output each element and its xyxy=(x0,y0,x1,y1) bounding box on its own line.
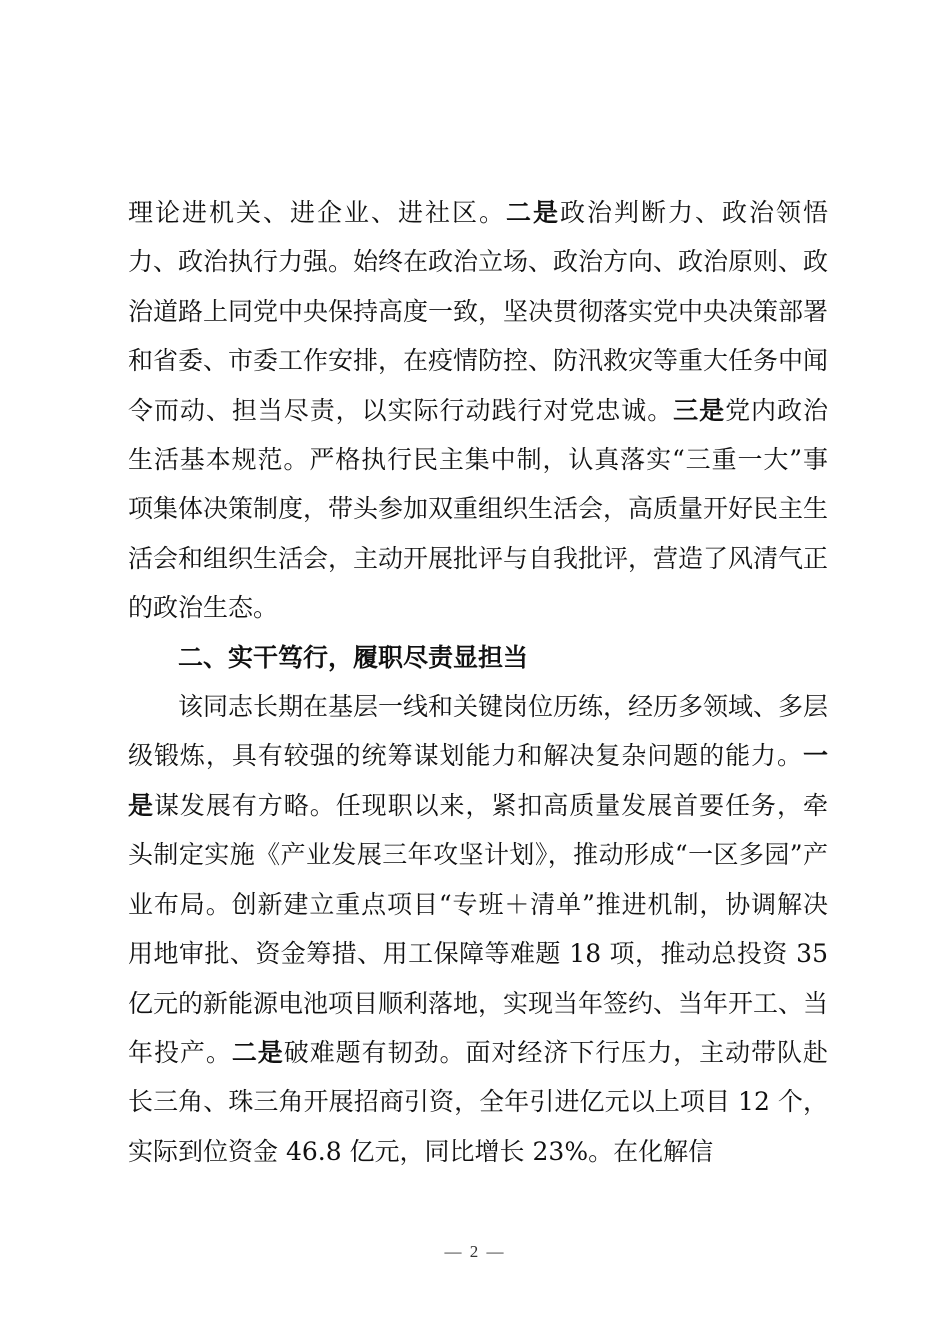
emphasis-second: 二是 xyxy=(231,1037,284,1067)
text-run: 谋发展有方略。任现职以来，紧扣高质量发展首要任务，牵头制定实施《产业发展三年攻坚计划》，推动形成“一区多园”产业布局。创新建立重点项目“专班＋清单”推进机制，协调解决用地审批、资金筹措、用工保障等难题 18 项，推动总投资 35 亿元的新能源电池项目顺利落地，实现当年签约、当年开工、当年投产。 xyxy=(128,790,829,1067)
emphasis-first: 一是 xyxy=(128,741,828,820)
page-number: — 2 — xyxy=(444,1242,506,1261)
text-run: 理论进机关、进企业、进社区。 xyxy=(128,198,506,227)
text-run: 党内政治生活基本规范。严格执行民主集中制，认真落实“三重一大”事项集体决策制度，带头参加双重组织生活会，高质量开好民主生活会和组织生活会，主动开展批评与自我批评，营造了风清气正的政治生态。 xyxy=(128,395,829,623)
text-run: 破难题有韧劲。面对经济下行压力，主动带队赴长三角、珠三角开展招商引资，全年引进亿元以上项目 12 个，实际到位资金 46.8 亿元，同比增长 23%。在化解信 xyxy=(128,1037,828,1166)
paragraph-political xyxy=(128,188,828,633)
paragraph-performance xyxy=(128,682,828,1176)
emphasis-second: 二是 xyxy=(505,198,560,227)
text-run: 该同志长期在基层一线和关键岗位历练，经历多领域、多层级锻炼，具有较强的统筹谋划能力和解决复杂问题的能力。 xyxy=(128,692,829,771)
emphasis-third: 三是 xyxy=(673,395,726,425)
section-heading: 二、实干笃行，履职尽责显担当 xyxy=(178,642,529,672)
text-run: 政治判断力、政治领悟力、政治执行力强。始终在政治立场、政治方向、政治原则、政治道路上同党中央保持高度一致，坚决贯彻落实党中央决策部署和省委、市委工作安排，在疫情防控、防汛救灾等重大任务中闻令而动、担当尽责，以实际行动践行对党忠诚。 xyxy=(128,198,829,425)
document-body xyxy=(128,188,828,1176)
